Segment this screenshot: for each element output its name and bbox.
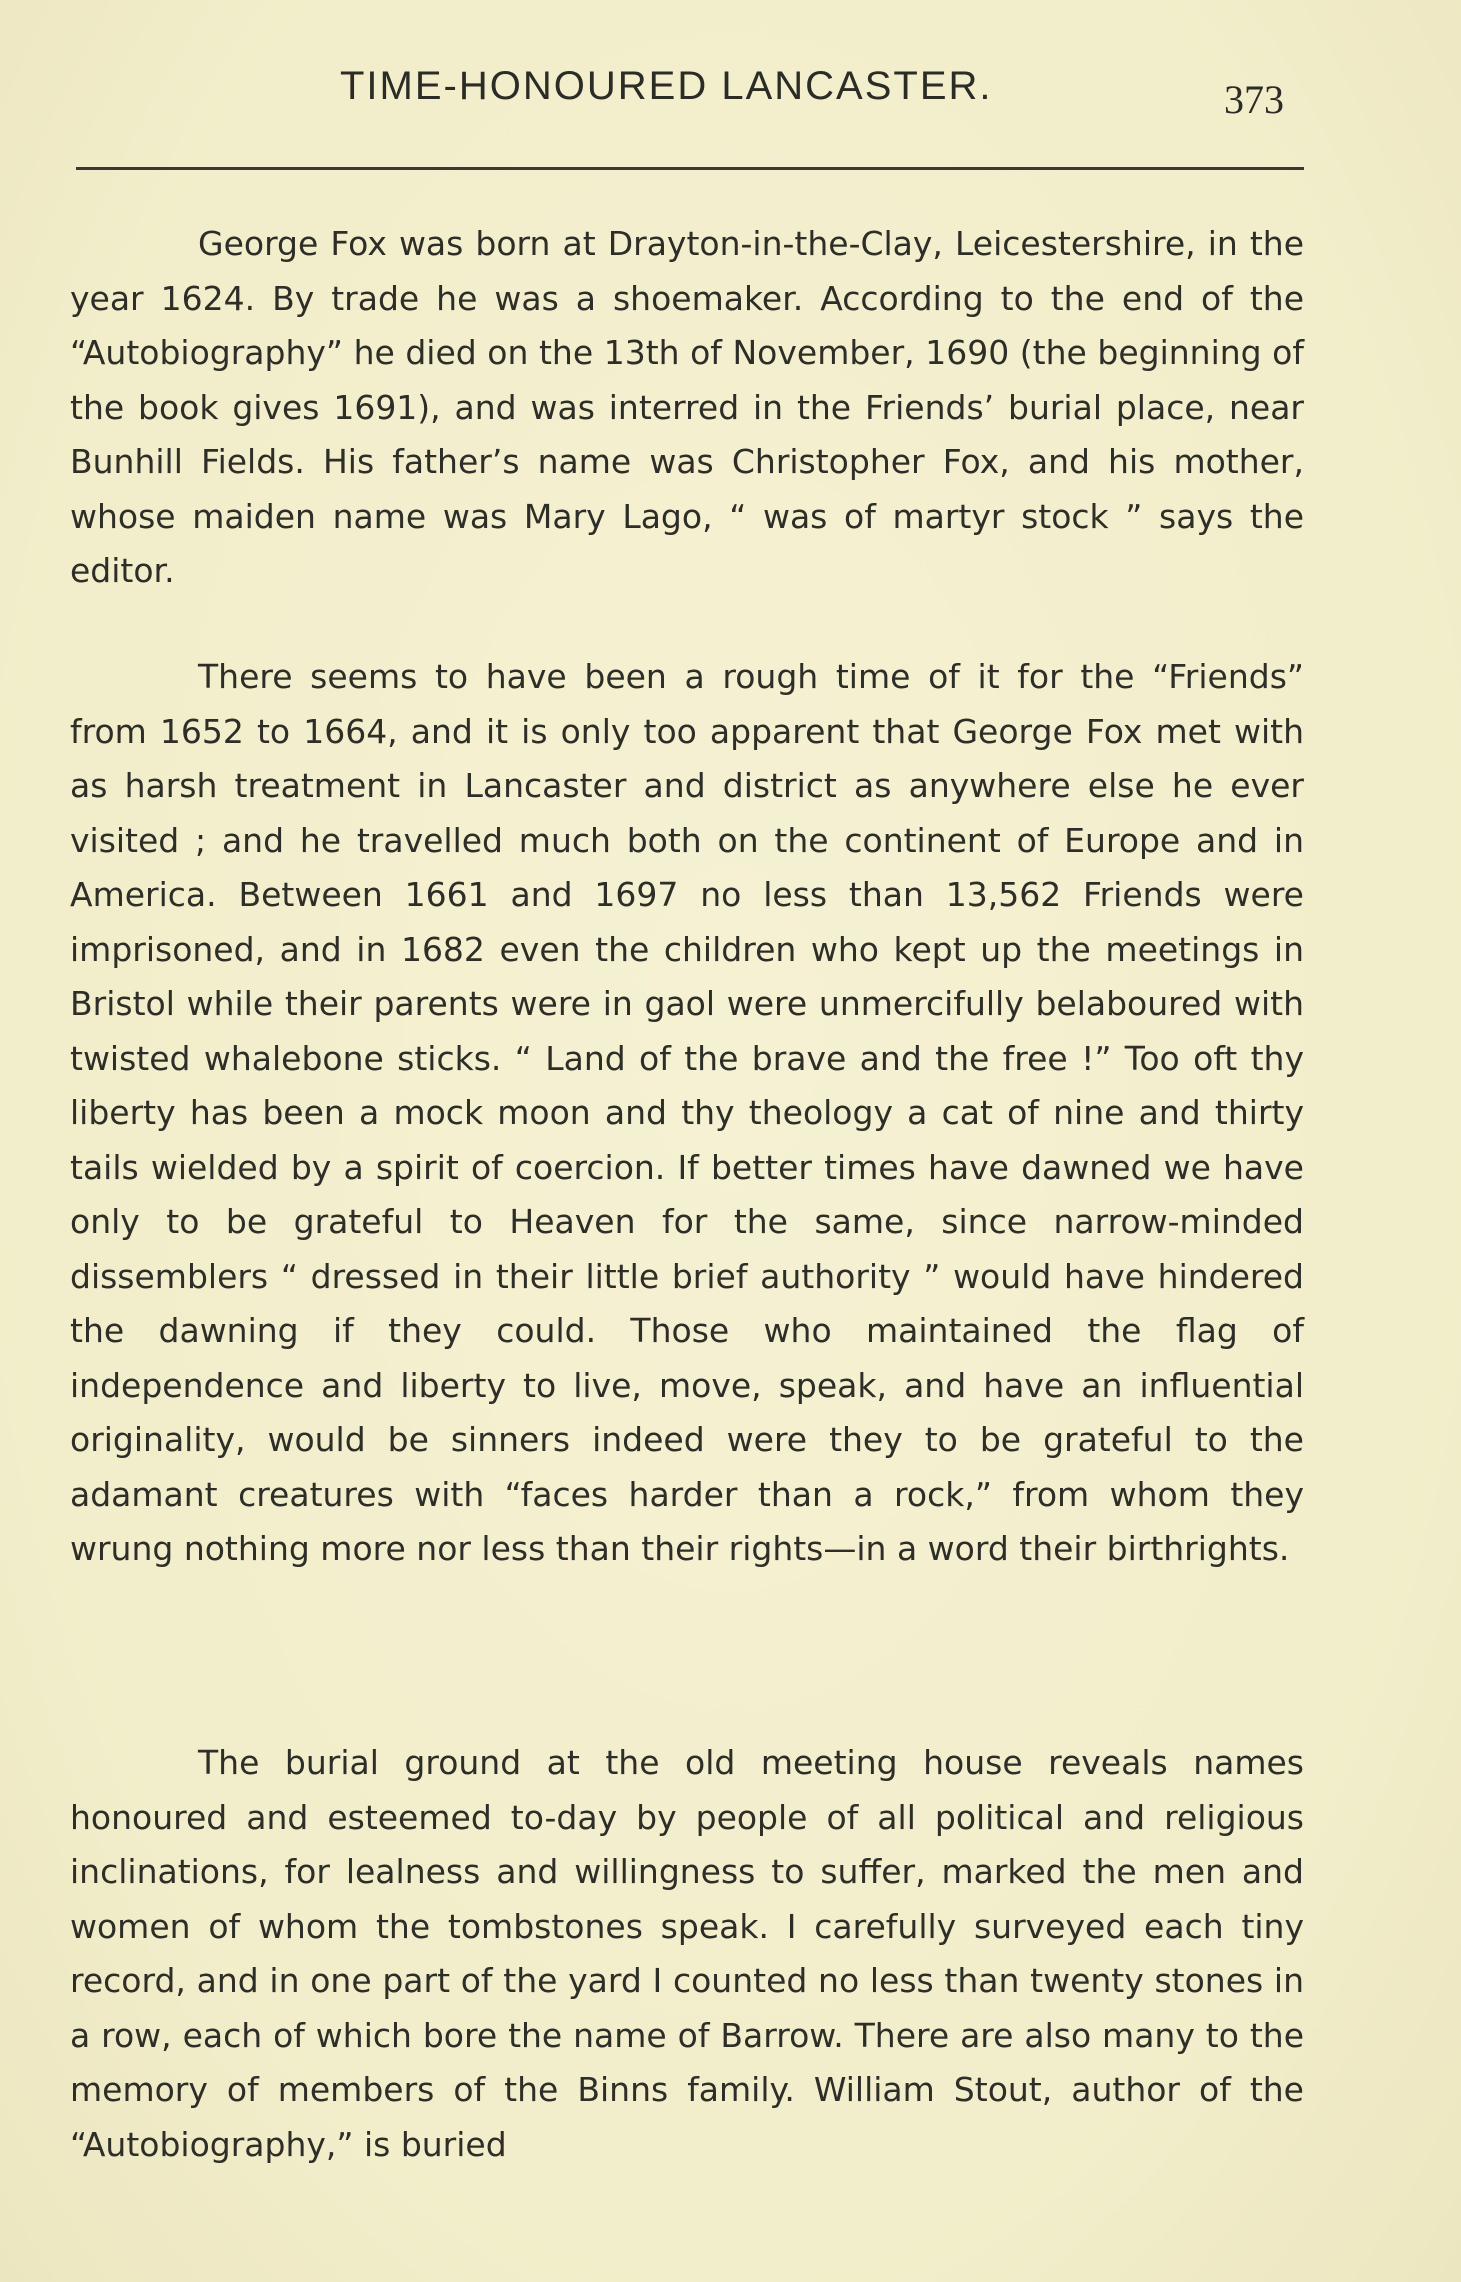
running-head-title: TIME-HONOURED LANCASTER. — [340, 64, 993, 108]
paragraph-friends-persecution: There seems to have been a rough time of it for the “Friends” from 1652 to 1664, and it is only too apparent that George Fox met with as harsh treatment in Lancaster and district as anywhere else he ever visited ; and he travelled much both on the continent of Europe and in America. Between 1661 and 1697 no less than 13,562 Friends were imprisoned, and in 1682 even the children who kept up the meetings in Bristol while their parents were in gaol were unmercifully belaboured with twisted whalebone sticks. “ Land of the brave and the free !” Too oft thy liberty has been a mock moon and thy theology a cat of nine and thirty tails wielded by a spirit of coercion. If better times have dawned we have only to be grateful to Heaven for the same, since narrow-minded dissemblers “ dressed in their little brief authority ” would have hindered the dawning if they could. Those who maintained the flag of independence and liberty to live, move, speak, and have an influential originality, would be sinners indeed were they to be grateful to the adamant creatures with “faces harder than a rock,” from whom they wrung nothing more nor less than their rights—in a word their birthrights. — [70, 657, 1304, 1568]
header-rule — [76, 167, 1304, 170]
paragraph-burial-ground: The burial ground at the old meeting house reveals names honoured and esteemed to-day by people of all political and religious inclinations, for lealness and willingness to suffer, marked the men and women of whom the tombstones speak. I carefully surveyed each tiny record, and in one part of the yard I counted no less than twenty stones in a row, each of which bore the name of Barrow. There are also many to the memory of members of the Binns family. William Stout, author of the “Autobiography,” is buried — [70, 1743, 1304, 2164]
paragraph-george-fox-birth: George Fox was born at Drayton-in-the-Clay, Leicestershire, in the year 1624. By trade he was a shoemaker. According to the end of the “Autobiography” he died on the 13th of November, 1690 (the beginning of the book gives 1691), and was interred in the Friends’ burial place, near Bunhill Fields. His father’s name was Christopher Fox, and his mother, whose maiden name was Mary Lago, “ was of martyr stock ” says the editor. — [70, 224, 1304, 590]
page-number: 373 — [1224, 77, 1284, 122]
